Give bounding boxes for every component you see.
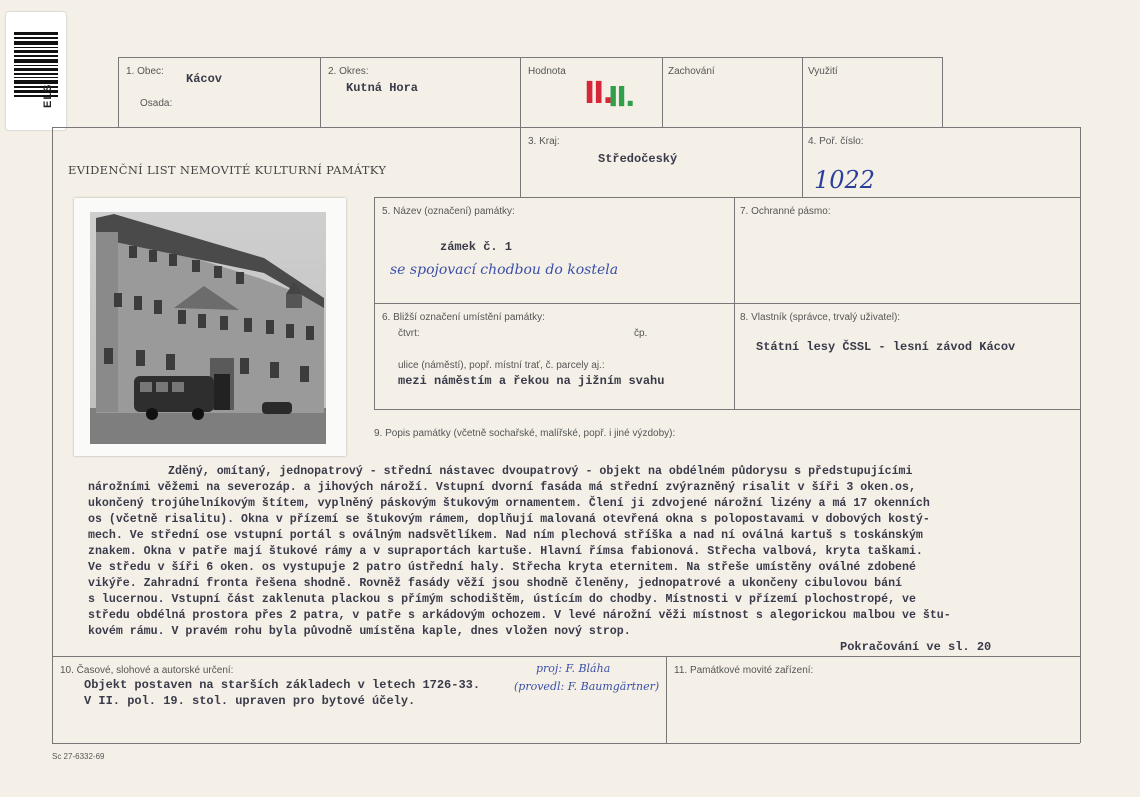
ulice-value: mezi náměstím a řekou na jižním svahu — [398, 374, 665, 388]
form-title: EVIDENČNÍ LIST NEMOVITÉ KULTURNÍ PAMÁTKY — [68, 163, 387, 177]
popis-line: mech. Ve střední ose vstupní portál s oválným nadsvětlíkem. Nad ním plechová stříška a nad ní oválná kartuš s toskánským — [88, 529, 923, 542]
osada-label: Osada: — [140, 98, 173, 109]
popis-line: Ve středu v šíři 6 oken. os vystupuje 2 patro ústřední haly. Střecha kryta eternitem. Na střeše umístěny oválné zdobené — [88, 561, 916, 574]
obec-value: Kácov — [186, 72, 223, 86]
casove-line2: V II. pol. 19. stol. upraven pro bytové účely. — [84, 694, 416, 708]
building-photo — [74, 198, 346, 456]
por-cislo-value: 1022 — [814, 166, 876, 194]
popis-line: znakem. Okna v patře mají štukové rámy a v supraportách kartuše. Hlavní římsa fabionová. Střecha valbová, kryta taškami. — [88, 545, 923, 558]
kraj-value: Středočeský — [598, 152, 678, 166]
casove-label: 10. Časové, slohové a autorské určení: — [60, 665, 234, 676]
hodnota-red-mark: II. — [584, 76, 612, 111]
sticker-code: ELS — [42, 83, 54, 108]
casove-hand2: (provedl: F. Baumgärtner) — [514, 680, 660, 693]
ctvrt-label: čtvrt: — [398, 328, 420, 339]
hodnota-green-mark: II. — [608, 80, 634, 113]
popis-line: s lucernou. Vstupní část zaklenuta plackou s přímým schodištěm, ústícím do chodby. Místnosti v přízemí plochostropé, ve — [88, 593, 916, 606]
casove-line1: Objekt postaven na starších základech v letech 1726-33. — [84, 678, 481, 692]
popis-line: nárožními věžemi na severozáp. a jihových nároží. Vstupní dvorní fasáda má střední zvýrazněný risalit v šíři 3 oken.os, — [88, 481, 916, 494]
popis-line: středu obdélná prostora přes 2 patra, v patře s arkádovým ochozem. V levé nárožní věži místnost s alegorickou malbou ve štu- — [88, 609, 951, 622]
chateau-photo-icon — [74, 198, 346, 456]
popis-line: vikýře. Zahradní fronta řešena shodně. Rovněž fasády věží jsou shodně členěny, jednopatrové a ukončeny cibulovou bání — [88, 577, 903, 590]
cp-label: čp. — [634, 328, 648, 339]
nazev-handwritten: se spojovací chodbou do kostela — [390, 262, 619, 278]
popis-line: ukončený trojúhelníkovým štítem, vyplněný páskovým štukovým ornamentem. Člení ji zdvojené nárožní lizény a má 17 okenních — [88, 497, 930, 510]
vlastnik-value: Státní lesy ČSSL - lesní závod Kácov — [756, 340, 1016, 354]
popis-line: Zděný, omítaný, jednopatrový - střední nástavec dvoupatrový - objekt na obdélném půdorysu s předstupujícími — [168, 465, 913, 478]
popis-line: os (včetně risalitu). Okna v přízemí se štukovým rámem, doplňují malovaná otevřená okna s polopostavami v dobových kostý- — [88, 513, 930, 526]
umisteni-label: 6. Bližší označení umístění památky: — [382, 312, 545, 323]
vlastnik-label: 8. Vlastník (správce, trvalý uživatel): — [740, 312, 901, 323]
nazev-typed: zámek č. 1 — [440, 240, 513, 254]
movite-label: 11. Památkové movité zařízení: — [674, 665, 814, 676]
casove-hand1: proj: F. Bláha — [536, 662, 611, 675]
popis-continuation: Pokračování ve sl. 20 — [840, 640, 992, 654]
por-cislo-label: 4. Poř. číslo: — [808, 136, 864, 147]
zachovani-label: Zachování — [668, 66, 715, 77]
vyuziti-label: Využití — [808, 66, 838, 77]
popis-label: 9. Popis památky (včetně sochařské, malířské, popř. i jiné výzdoby): — [374, 428, 676, 439]
ulice-label: ulice (náměstí), popř. místní trať, č. parcely aj.: — [398, 360, 605, 371]
obec-label: 1. Obec: — [126, 66, 164, 77]
kraj-label: 3. Kraj: — [528, 136, 560, 147]
popis-line: kovém rámu. V pravém rohu byla původně umístěna kaple, dnes vložen nový strop. — [88, 625, 631, 638]
okres-label: 2. Okres: — [328, 66, 369, 77]
pasmo-label: 7. Ochranné pásmo: — [740, 206, 831, 217]
barcode-sticker — [6, 12, 66, 130]
footer-code: Sc 27-6332-69 — [52, 752, 105, 761]
nazev-label: 5. Název (označení) památky: — [382, 206, 515, 217]
okres-value: Kutná Hora — [346, 81, 419, 95]
hodnota-label: Hodnota — [528, 66, 566, 77]
